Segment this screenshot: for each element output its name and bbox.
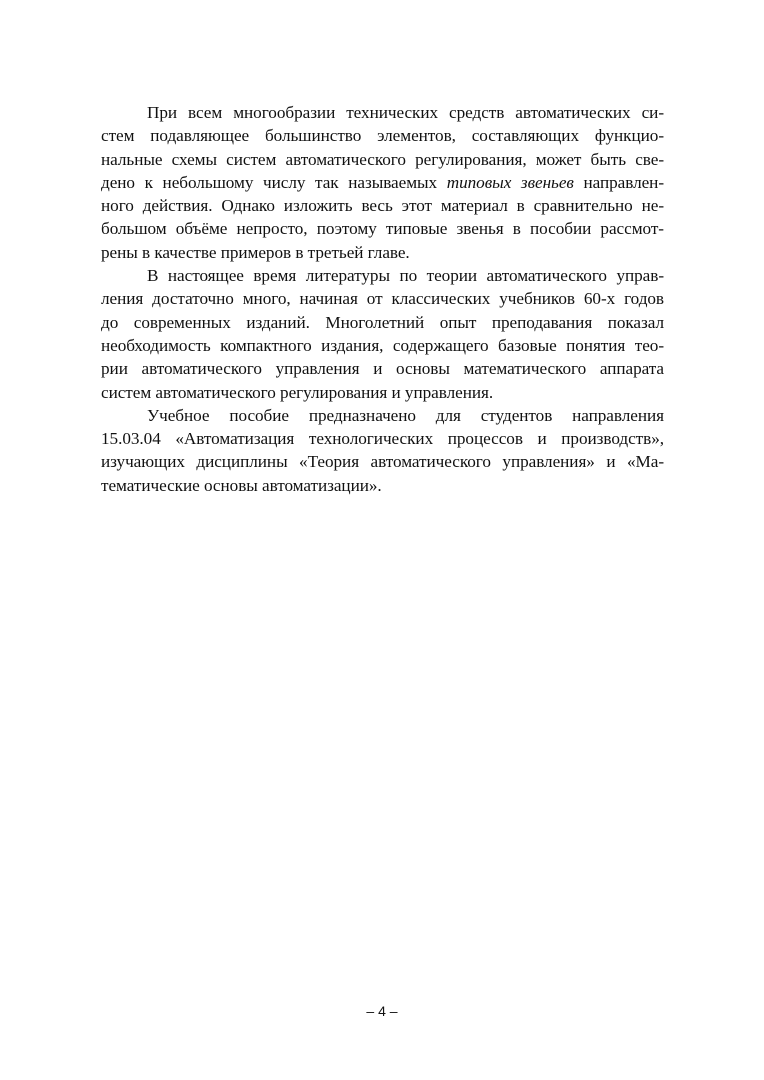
paragraph-3-line-3: изучающих дисциплины «Теория автоматического управления» и «Ма- <box>101 452 664 472</box>
paragraph-1-line-6: большом объёме непросто, поэтому типовые звенья в пособии рассмот- <box>101 219 664 239</box>
paragraph-1-line-7: рены в качестве примеров в третьей главе. <box>101 242 410 262</box>
body-text <box>101 101 664 497</box>
line-text-before-italic: дено к небольшому числу так называемых <box>101 172 447 192</box>
paragraph-1-line-2: стем подавляющее большинство элементов, составляющих функцио- <box>101 126 664 146</box>
paragraph-1-line-3: нальные схемы систем автоматического регулирования, может быть све- <box>101 149 664 169</box>
paragraph-3-line-1: Учебное пособие предназначено для студентов направления <box>147 405 664 425</box>
paragraph-2-line-4: необходимость компактного издания, содержащего базовые понятия тео- <box>101 335 664 355</box>
paragraph-2-line-5: рии автоматического управления и основы математического аппарата <box>101 359 664 379</box>
paragraph-2-line-3: до современных изданий. Многолетний опыт преподавания показал <box>101 312 664 332</box>
paragraph-1-line-4 <box>101 171 664 194</box>
paragraph-3-line-4: тематические основы автоматизации». <box>101 475 382 495</box>
paragraph-2-line-2: ления достаточно много, начиная от классических учебников 60-х годов <box>101 289 664 309</box>
paragraph-3-line-2: 15.03.04 «Автоматизация технологических процессов и производств», <box>101 429 664 449</box>
page-number: – 4 – <box>366 1003 398 1019</box>
italic-term: типовых звеньев <box>446 172 574 192</box>
line-text-after-italic: направлен- <box>573 172 665 192</box>
paragraph-2-line-1: В настоящее время литературы по теории автоматического управ- <box>147 266 664 286</box>
paragraph-1-line-1: При всем многообразии технических средств автоматических си- <box>147 103 664 122</box>
paragraph-1-line-5: ного действия. Однако изложить весь этот материал в сравнительно не- <box>101 196 664 216</box>
paragraph-2-line-6: систем автоматического регулирования и управления. <box>101 382 494 402</box>
